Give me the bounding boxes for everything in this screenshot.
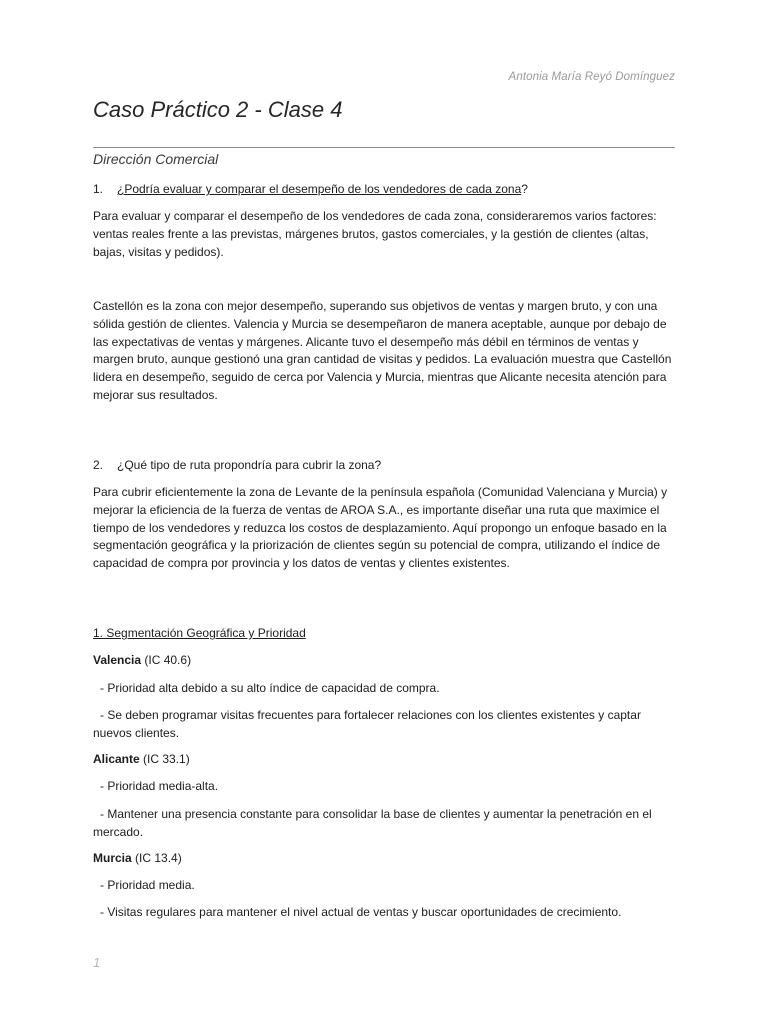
author-name: Antonia María Reyó Domínguez bbox=[508, 71, 675, 83]
zone-point-text: - Mantener una presencia constante para consolidar la base de clientes y aumentar la penetración en el mercado. bbox=[93, 807, 652, 839]
zone-valencia bbox=[93, 652, 679, 670]
question-1-number: 1. bbox=[93, 182, 104, 196]
document-title: Caso Práctico 2 - Clase 4 bbox=[93, 97, 343, 122]
question-2-number: 2. bbox=[93, 458, 104, 472]
zone-point-text: - Se deben programar visitas frecuentes para fortalecer relaciones con los clientes existentes y captar nuevos clientes. bbox=[93, 708, 641, 740]
title-divider bbox=[93, 147, 675, 148]
zone-point bbox=[93, 707, 679, 743]
zone-name: Alicante bbox=[93, 752, 140, 766]
zone-alicante bbox=[93, 751, 679, 769]
zone-point: - Prioridad alta debido a su alto índice de capacidad de compra. bbox=[100, 681, 440, 695]
page-number: 1 bbox=[93, 955, 101, 970]
section-1-heading: 1. Segmentación Geográfica y Prioridad bbox=[93, 626, 306, 640]
zone-point: - Prioridad media. bbox=[100, 878, 195, 892]
answer-2-paragraph-1: Para cubrir eficientemente la zona de Levante de la península española (Comunidad Valenciana y Murcia) y mejorar la eficiencia de la fuerza de ventas de AROA S.A., es importante diseñar una ruta que maximice el tiempo de los vendedores y reduzca los costos de desplazamiento. Aquí propongo un enfoque basado en la segmentación geográfica y la priorización de clientes según su potencial de compra, utilizando el índice de capacidad de compra por provincia y los datos de ventas y clientes existentes. bbox=[93, 485, 668, 571]
question-2 bbox=[93, 457, 679, 475]
zone-point: - Visitas regulares para mantener el nivel actual de ventas y buscar oportunidades de crecimiento. bbox=[100, 905, 622, 919]
document-subtitle: Dirección Comercial bbox=[93, 151, 219, 167]
question-2-text: ¿Qué tipo de ruta propondría para cubrir la zona? bbox=[117, 458, 382, 472]
section-heading bbox=[93, 625, 679, 643]
zone-point: - Prioridad media-alta. bbox=[100, 779, 219, 793]
zone-point bbox=[93, 806, 679, 842]
answer-1-paragraph-1: Para evaluar y comparar el desempeño de los vendedores de cada zona, consideraremos varios factores: ventas reales frente a las previstas, márgenes brutos, gastos comerciales, y la gestión de clientes (altas, bajas, visitas y pedidos). bbox=[93, 209, 657, 259]
zone-name: Valencia bbox=[93, 653, 142, 667]
zone-name: Murcia bbox=[93, 851, 132, 865]
answer-1-paragraph-2: Castellón es la zona con mejor desempeño, superando sus objetivos de ventas y margen bruto, y con una sólida gestión de clientes. Valencia y Murcia se desempeñaron de manera aceptable, aunque por debajo de las expectativas de ventas y márgenes. Alicante tuvo el desempeño más débil en términos de ventas y margen bruto, aunque gestionó una gran cantidad de visitas y pedidos. La evaluación muestra que Castellón lidera en desempeño, seguido de cerca por Valencia y Murcia, mientras que Alicante necesita atención para mejorar sus resultados. bbox=[93, 299, 672, 402]
zone-ic: (IC 33.1) bbox=[139, 752, 190, 766]
zone-ic: (IC 40.6) bbox=[141, 653, 192, 667]
zone-murcia bbox=[93, 850, 679, 868]
zone-ic: (IC 13.4) bbox=[131, 851, 182, 865]
question-1-mark: ? bbox=[521, 182, 528, 196]
question-1-text: ¿Podría evaluar y comparar el desempeño de los vendedores de cada zona bbox=[117, 182, 522, 196]
question-1 bbox=[93, 181, 679, 199]
